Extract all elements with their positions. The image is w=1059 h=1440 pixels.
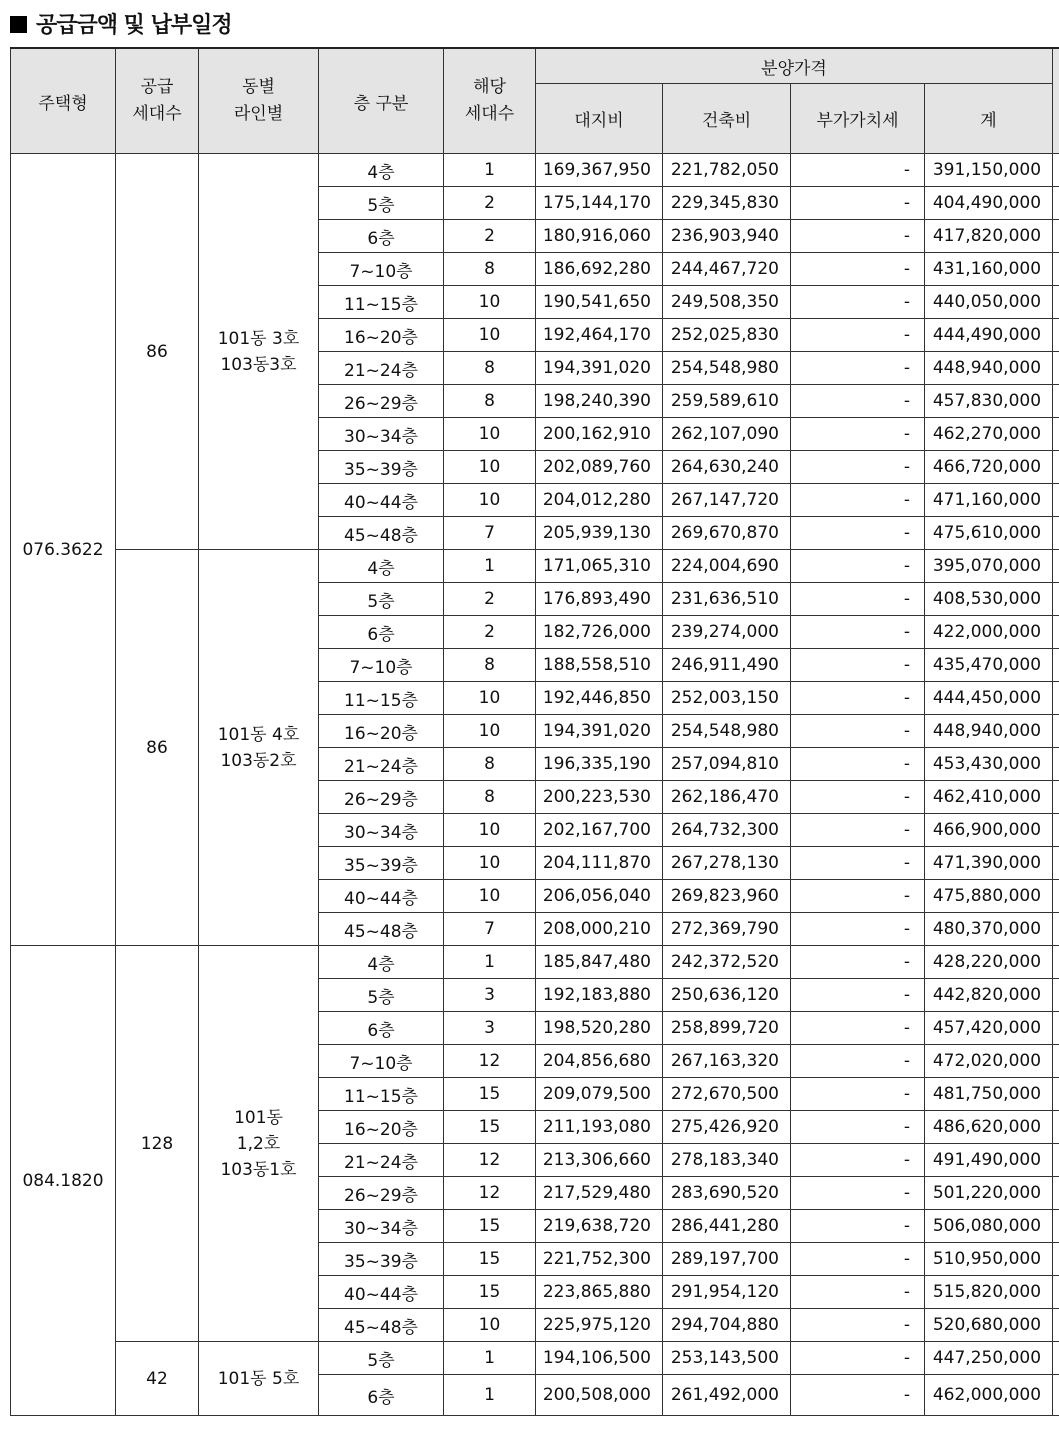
units-cell: 1 — [444, 154, 536, 187]
edge-cell — [1053, 1177, 1059, 1210]
units-cell: 1 — [444, 550, 536, 583]
total-price-cell: 444,490,000 — [925, 319, 1053, 352]
total-price-cell: 462,410,000 — [925, 781, 1053, 814]
vat-cell: - — [791, 715, 925, 748]
floor-cell: 6층 — [319, 616, 444, 649]
vat-cell: - — [791, 220, 925, 253]
vat-cell: - — [791, 649, 925, 682]
building-price-cell: 275,426,920 — [663, 1111, 791, 1144]
land-price-cell: 213,306,660 — [536, 1144, 663, 1177]
edge-cell — [1053, 1210, 1059, 1243]
vat-cell: - — [791, 814, 925, 847]
floor-cell: 6층 — [319, 220, 444, 253]
floor-cell: 4층 — [319, 946, 444, 979]
total-price-cell: 466,720,000 — [925, 451, 1053, 484]
building-price-cell: 262,107,090 — [663, 418, 791, 451]
units-cell: 1 — [444, 946, 536, 979]
total-price-cell: 491,490,000 — [925, 1144, 1053, 1177]
land-price-cell: 185,847,480 — [536, 946, 663, 979]
land-price-cell: 176,893,490 — [536, 583, 663, 616]
building-price-cell: 231,636,510 — [663, 583, 791, 616]
building-price-cell: 246,911,490 — [663, 649, 791, 682]
supply-units-cell: 86 — [116, 154, 199, 550]
vat-cell: - — [791, 1243, 925, 1276]
total-price-cell: 481,750,000 — [925, 1078, 1053, 1111]
building-price-cell: 249,508,350 — [663, 286, 791, 319]
vat-cell: - — [791, 1111, 925, 1144]
total-price-cell: 462,270,000 — [925, 418, 1053, 451]
units-cell: 1 — [444, 1375, 536, 1416]
units-cell: 7 — [444, 913, 536, 946]
edge-cell — [1053, 781, 1059, 814]
building-price-cell: 252,003,150 — [663, 682, 791, 715]
floor-cell: 30~34층 — [319, 1210, 444, 1243]
building-line-cell: 101동 1,2호 103동1호 — [199, 946, 319, 1342]
building-price-cell: 250,636,120 — [663, 979, 791, 1012]
edge-cell — [1053, 814, 1059, 847]
total-price-cell: 471,390,000 — [925, 847, 1053, 880]
land-price-cell: 194,106,500 — [536, 1342, 663, 1375]
vat-cell: - — [791, 748, 925, 781]
building-price-cell: 242,372,520 — [663, 946, 791, 979]
supply-units-cell: 86 — [116, 550, 199, 946]
square-bullet-icon — [10, 16, 27, 33]
floor-cell: 26~29층 — [319, 1177, 444, 1210]
header-type: 주택형 — [11, 48, 116, 154]
building-price-cell: 262,186,470 — [663, 781, 791, 814]
building-price-cell: 283,690,520 — [663, 1177, 791, 1210]
units-cell: 8 — [444, 385, 536, 418]
vat-cell: - — [791, 187, 925, 220]
total-price-cell: 391,150,000 — [925, 154, 1053, 187]
building-price-cell: 267,147,720 — [663, 484, 791, 517]
vat-cell: - — [791, 319, 925, 352]
floor-cell: 4층 — [319, 154, 444, 187]
building-price-cell: 252,025,830 — [663, 319, 791, 352]
units-cell: 10 — [444, 286, 536, 319]
total-price-cell: 447,250,000 — [925, 1342, 1053, 1375]
units-cell: 15 — [444, 1276, 536, 1309]
units-cell: 15 — [444, 1243, 536, 1276]
price-table — [10, 47, 1059, 1416]
building-line-cell: 101동 4호 103동2호 — [199, 550, 319, 946]
land-price-cell: 198,240,390 — [536, 385, 663, 418]
units-cell: 10 — [444, 847, 536, 880]
building-price-cell: 264,630,240 — [663, 451, 791, 484]
header-price-group: 분양가격 — [536, 48, 1053, 84]
vat-cell: - — [791, 352, 925, 385]
land-price-cell: 206,056,040 — [536, 880, 663, 913]
floor-cell: 40~44층 — [319, 484, 444, 517]
edge-cell — [1053, 583, 1059, 616]
land-price-cell: 200,162,910 — [536, 418, 663, 451]
land-price-cell: 192,446,850 — [536, 682, 663, 715]
land-price-cell: 209,079,500 — [536, 1078, 663, 1111]
units-cell: 10 — [444, 880, 536, 913]
total-price-cell: 471,160,000 — [925, 484, 1053, 517]
vat-cell: - — [791, 517, 925, 550]
header-building-line: 동별 라인별 — [199, 48, 319, 154]
edge-cell — [1053, 1342, 1059, 1375]
building-price-cell: 267,163,320 — [663, 1045, 791, 1078]
floor-cell: 5층 — [319, 979, 444, 1012]
vat-cell: - — [791, 847, 925, 880]
total-price-cell: 453,430,000 — [925, 748, 1053, 781]
land-price-cell: 223,865,880 — [536, 1276, 663, 1309]
edge-cell — [1053, 418, 1059, 451]
units-cell: 10 — [444, 715, 536, 748]
units-cell: 15 — [444, 1111, 536, 1144]
edge-cell — [1053, 1078, 1059, 1111]
floor-cell: 11~15층 — [319, 682, 444, 715]
floor-cell: 7~10층 — [319, 253, 444, 286]
vat-cell: - — [791, 1177, 925, 1210]
edge-cell — [1053, 1012, 1059, 1045]
table-row — [11, 1342, 1059, 1375]
units-cell: 10 — [444, 814, 536, 847]
total-price-cell: 431,160,000 — [925, 253, 1053, 286]
land-price-cell: 205,939,130 — [536, 517, 663, 550]
building-price-cell: 261,492,000 — [663, 1375, 791, 1416]
building-price-cell: 254,548,980 — [663, 715, 791, 748]
total-price-cell: 475,880,000 — [925, 880, 1053, 913]
building-price-cell: 286,441,280 — [663, 1210, 791, 1243]
total-price-cell: 448,940,000 — [925, 352, 1053, 385]
building-price-cell: 259,589,610 — [663, 385, 791, 418]
land-price-cell: 194,391,020 — [536, 715, 663, 748]
table-row — [11, 946, 1059, 979]
edge-cell — [1053, 1375, 1059, 1416]
total-price-cell: 408,530,000 — [925, 583, 1053, 616]
edge-cell — [1053, 649, 1059, 682]
edge-cell — [1053, 748, 1059, 781]
vat-cell: - — [791, 550, 925, 583]
edge-cell — [1053, 220, 1059, 253]
edge-cell — [1053, 286, 1059, 319]
price-table-body — [11, 154, 1059, 1416]
table-row — [11, 550, 1059, 583]
total-price-cell: 428,220,000 — [925, 946, 1053, 979]
edge-cell — [1053, 979, 1059, 1012]
total-price-cell: 395,070,000 — [925, 550, 1053, 583]
building-price-cell: 264,732,300 — [663, 814, 791, 847]
units-cell: 10 — [444, 418, 536, 451]
section-title — [10, 9, 232, 43]
floor-cell: 35~39층 — [319, 847, 444, 880]
header-units: 해당 세대수 — [444, 48, 536, 154]
edge-cell — [1053, 1276, 1059, 1309]
floor-cell: 26~29층 — [319, 781, 444, 814]
units-cell: 8 — [444, 649, 536, 682]
floor-cell: 16~20층 — [319, 715, 444, 748]
floor-cell: 11~15층 — [319, 286, 444, 319]
edge-cell — [1053, 253, 1059, 286]
building-price-cell: 254,548,980 — [663, 352, 791, 385]
building-price-cell: 221,782,050 — [663, 154, 791, 187]
units-cell: 2 — [444, 616, 536, 649]
land-price-cell: 169,367,950 — [536, 154, 663, 187]
floor-cell: 40~44층 — [319, 880, 444, 913]
edge-cell — [1053, 616, 1059, 649]
vat-cell: - — [791, 286, 925, 319]
total-price-cell: 510,950,000 — [925, 1243, 1053, 1276]
supply-units-cell: 128 — [116, 946, 199, 1342]
floor-cell: 40~44층 — [319, 1276, 444, 1309]
vat-cell: - — [791, 418, 925, 451]
units-cell: 15 — [444, 1078, 536, 1111]
units-cell: 2 — [444, 583, 536, 616]
floor-cell: 35~39층 — [319, 451, 444, 484]
land-price-cell: 211,193,080 — [536, 1111, 663, 1144]
edge-cell — [1053, 352, 1059, 385]
building-price-cell: 239,274,000 — [663, 616, 791, 649]
land-price-cell: 204,111,870 — [536, 847, 663, 880]
building-price-cell: 269,823,960 — [663, 880, 791, 913]
vat-cell: - — [791, 1012, 925, 1045]
floor-cell: 30~34층 — [319, 418, 444, 451]
floor-cell: 21~24층 — [319, 1144, 444, 1177]
header-edge — [1053, 48, 1059, 154]
units-cell: 8 — [444, 781, 536, 814]
land-price-cell: 202,167,700 — [536, 814, 663, 847]
total-price-cell: 422,000,000 — [925, 616, 1053, 649]
floor-cell: 45~48층 — [319, 913, 444, 946]
land-price-cell: 200,508,000 — [536, 1375, 663, 1416]
land-price-cell: 188,558,510 — [536, 649, 663, 682]
edge-cell — [1053, 1111, 1059, 1144]
supply-units-cell: 42 — [116, 1342, 199, 1416]
total-price-cell: 442,820,000 — [925, 979, 1053, 1012]
units-cell: 10 — [444, 484, 536, 517]
total-price-cell: 435,470,000 — [925, 649, 1053, 682]
edge-cell — [1053, 946, 1059, 979]
land-price-cell: 217,529,480 — [536, 1177, 663, 1210]
vat-cell: - — [791, 979, 925, 1012]
building-price-cell: 257,094,810 — [663, 748, 791, 781]
floor-cell: 16~20층 — [319, 319, 444, 352]
total-price-cell: 457,420,000 — [925, 1012, 1053, 1045]
floor-cell: 5층 — [319, 187, 444, 220]
land-price-cell: 171,065,310 — [536, 550, 663, 583]
floor-cell: 21~24층 — [319, 748, 444, 781]
building-price-cell: 272,670,500 — [663, 1078, 791, 1111]
land-price-cell: 208,000,210 — [536, 913, 663, 946]
floor-cell: 11~15층 — [319, 1078, 444, 1111]
land-price-cell: 225,975,120 — [536, 1309, 663, 1342]
vat-cell: - — [791, 385, 925, 418]
vat-cell: - — [791, 781, 925, 814]
total-price-cell: 440,050,000 — [925, 286, 1053, 319]
land-price-cell: 219,638,720 — [536, 1210, 663, 1243]
floor-cell: 45~48층 — [319, 517, 444, 550]
land-price-cell: 190,541,650 — [536, 286, 663, 319]
building-line-cell: 101동 5호 — [199, 1342, 319, 1416]
floor-cell: 35~39층 — [319, 1243, 444, 1276]
land-price-cell: 204,012,280 — [536, 484, 663, 517]
edge-cell — [1053, 451, 1059, 484]
units-cell: 2 — [444, 187, 536, 220]
vat-cell: - — [791, 154, 925, 187]
building-price-cell: 236,903,940 — [663, 220, 791, 253]
units-cell: 15 — [444, 1210, 536, 1243]
edge-cell — [1053, 880, 1059, 913]
header-floor: 층 구분 — [319, 48, 444, 154]
land-price-cell: 194,391,020 — [536, 352, 663, 385]
units-cell: 8 — [444, 748, 536, 781]
land-price-cell: 180,916,060 — [536, 220, 663, 253]
total-price-cell: 472,020,000 — [925, 1045, 1053, 1078]
edge-cell — [1053, 187, 1059, 220]
building-price-cell: 269,670,870 — [663, 517, 791, 550]
edge-cell — [1053, 154, 1059, 187]
land-price-cell: 192,183,880 — [536, 979, 663, 1012]
floor-cell: 21~24층 — [319, 352, 444, 385]
header-total: 계 — [925, 84, 1053, 154]
vat-cell: - — [791, 1210, 925, 1243]
units-cell: 10 — [444, 682, 536, 715]
edge-cell — [1053, 517, 1059, 550]
units-cell: 10 — [444, 1309, 536, 1342]
type-cell: 076.3622 — [11, 154, 116, 946]
floor-cell: 7~10층 — [319, 1045, 444, 1078]
table-row — [11, 154, 1059, 187]
edge-cell — [1053, 847, 1059, 880]
units-cell: 7 — [444, 517, 536, 550]
edge-cell — [1053, 682, 1059, 715]
building-price-cell: 244,467,720 — [663, 253, 791, 286]
vat-cell: - — [791, 682, 925, 715]
land-price-cell: 192,464,170 — [536, 319, 663, 352]
edge-cell — [1053, 319, 1059, 352]
edge-cell — [1053, 1309, 1059, 1342]
floor-cell: 16~20층 — [319, 1111, 444, 1144]
floor-cell: 4층 — [319, 550, 444, 583]
total-price-cell: 501,220,000 — [925, 1177, 1053, 1210]
building-price-cell: 289,197,700 — [663, 1243, 791, 1276]
edge-cell — [1053, 715, 1059, 748]
section-title-text: 공급금액 및 납부일정 — [36, 13, 232, 38]
floor-cell: 5층 — [319, 583, 444, 616]
vat-cell: - — [791, 1375, 925, 1416]
total-price-cell: 444,450,000 — [925, 682, 1053, 715]
vat-cell: - — [791, 451, 925, 484]
total-price-cell: 506,080,000 — [925, 1210, 1053, 1243]
land-price-cell: 202,089,760 — [536, 451, 663, 484]
header-vat: 부가가치세 — [791, 84, 925, 154]
units-cell: 10 — [444, 451, 536, 484]
total-price-cell: 457,830,000 — [925, 385, 1053, 418]
header-supply-units: 공급 세대수 — [116, 48, 199, 154]
units-cell: 10 — [444, 319, 536, 352]
vat-cell: - — [791, 913, 925, 946]
building-price-cell: 253,143,500 — [663, 1342, 791, 1375]
total-price-cell: 466,900,000 — [925, 814, 1053, 847]
vat-cell: - — [791, 253, 925, 286]
floor-cell: 7~10층 — [319, 649, 444, 682]
floor-cell: 26~29층 — [319, 385, 444, 418]
total-price-cell: 520,680,000 — [925, 1309, 1053, 1342]
total-price-cell: 486,620,000 — [925, 1111, 1053, 1144]
building-price-cell: 294,704,880 — [663, 1309, 791, 1342]
vat-cell: - — [791, 583, 925, 616]
building-price-cell: 267,278,130 — [663, 847, 791, 880]
units-cell: 2 — [444, 220, 536, 253]
units-cell: 12 — [444, 1045, 536, 1078]
edge-cell — [1053, 484, 1059, 517]
building-price-cell: 272,369,790 — [663, 913, 791, 946]
units-cell: 12 — [444, 1177, 536, 1210]
vat-cell: - — [791, 946, 925, 979]
units-cell: 8 — [444, 253, 536, 286]
vat-cell: - — [791, 484, 925, 517]
land-price-cell: 182,726,000 — [536, 616, 663, 649]
units-cell: 12 — [444, 1144, 536, 1177]
vat-cell: - — [791, 1078, 925, 1111]
edge-cell — [1053, 1045, 1059, 1078]
total-price-cell: 515,820,000 — [925, 1276, 1053, 1309]
header-building: 건축비 — [663, 84, 791, 154]
land-price-cell: 186,692,280 — [536, 253, 663, 286]
building-price-cell: 224,004,690 — [663, 550, 791, 583]
total-price-cell: 480,370,000 — [925, 913, 1053, 946]
vat-cell: - — [791, 1276, 925, 1309]
floor-cell: 6층 — [319, 1012, 444, 1045]
land-price-cell: 198,520,280 — [536, 1012, 663, 1045]
units-cell: 3 — [444, 1012, 536, 1045]
edge-cell — [1053, 550, 1059, 583]
total-price-cell: 448,940,000 — [925, 715, 1053, 748]
floor-cell: 6층 — [319, 1375, 444, 1416]
floor-cell: 5층 — [319, 1342, 444, 1375]
building-price-cell: 229,345,830 — [663, 187, 791, 220]
land-price-cell: 196,335,190 — [536, 748, 663, 781]
edge-cell — [1053, 1144, 1059, 1177]
vat-cell: - — [791, 1342, 925, 1375]
vat-cell: - — [791, 1309, 925, 1342]
units-cell: 8 — [444, 352, 536, 385]
vat-cell: - — [791, 616, 925, 649]
land-price-cell: 175,144,170 — [536, 187, 663, 220]
units-cell: 1 — [444, 1342, 536, 1375]
total-price-cell: 475,610,000 — [925, 517, 1053, 550]
type-cell: 084.1820 — [11, 946, 116, 1416]
land-price-cell: 200,223,530 — [536, 781, 663, 814]
land-price-cell: 221,752,300 — [536, 1243, 663, 1276]
building-price-cell: 258,899,720 — [663, 1012, 791, 1045]
edge-cell — [1053, 1243, 1059, 1276]
units-cell: 3 — [444, 979, 536, 1012]
vat-cell: - — [791, 1144, 925, 1177]
header-land: 대지비 — [536, 84, 663, 154]
edge-cell — [1053, 913, 1059, 946]
building-price-cell: 278,183,340 — [663, 1144, 791, 1177]
vat-cell: - — [791, 880, 925, 913]
land-price-cell: 204,856,680 — [536, 1045, 663, 1078]
floor-cell: 30~34층 — [319, 814, 444, 847]
building-price-cell: 291,954,120 — [663, 1276, 791, 1309]
total-price-cell: 417,820,000 — [925, 220, 1053, 253]
total-price-cell: 462,000,000 — [925, 1375, 1053, 1416]
vat-cell: - — [791, 1045, 925, 1078]
total-price-cell: 404,490,000 — [925, 187, 1053, 220]
floor-cell: 45~48층 — [319, 1309, 444, 1342]
edge-cell — [1053, 385, 1059, 418]
building-line-cell: 101동 3호 103동3호 — [199, 154, 319, 550]
